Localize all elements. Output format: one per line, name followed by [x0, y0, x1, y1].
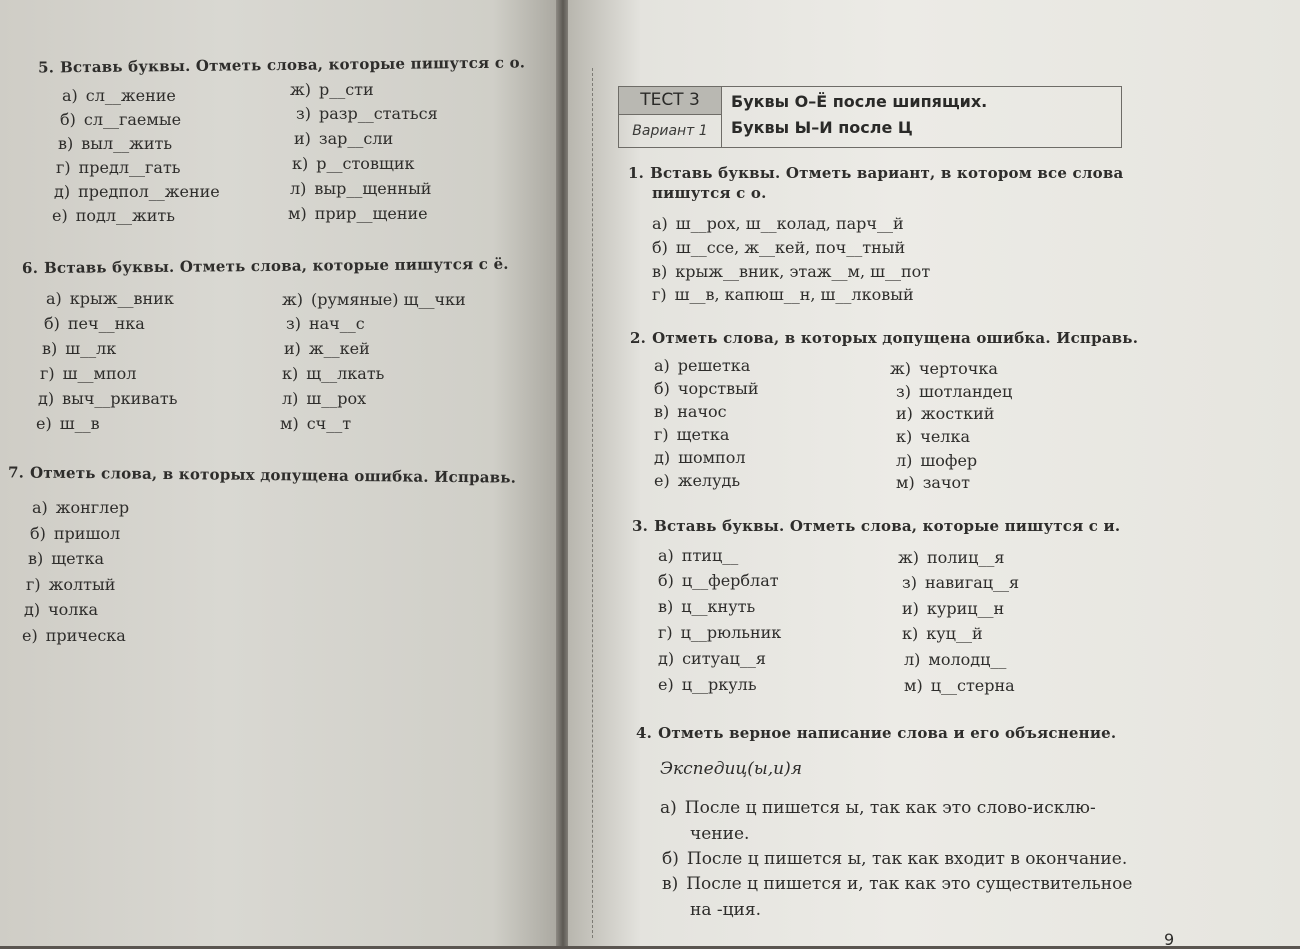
list-item: м) прир__щение [288, 204, 428, 223]
question-4-word: Экспедиц(ы,и)я [660, 759, 802, 779]
question-4-title [636, 724, 1116, 742]
test-title-line-1: Буквы О–Ё после шипящих. [731, 92, 988, 111]
list-item: е) ц__ркуль [658, 675, 757, 694]
list-item: г) ш__в, капюш__н, ш__лковый [652, 285, 914, 304]
test-label: ТЕСТ 3 [619, 87, 721, 114]
list-item: в) начос [654, 402, 727, 421]
list-item: в) щетка [28, 549, 104, 568]
question-text: Отметь слова, в которых допущена ошибка. Исправь. [652, 329, 1139, 347]
list-item: в) выл__жить [58, 134, 173, 153]
page-number: 9 [1164, 930, 1175, 949]
question-number: 6. [21, 258, 39, 278]
list-item: а) сл__жение [62, 86, 176, 105]
list-item: ж) черточка [890, 359, 998, 378]
list-item: з) навигац__я [902, 573, 1020, 592]
list-item: а) ш__рох, ш__колад, парч__й [652, 214, 904, 233]
list-item: г) ц__рюльник [658, 623, 782, 642]
question-6-title [22, 255, 509, 277]
answer-option-a-cont: чение. [690, 824, 750, 844]
test-header [618, 86, 1122, 148]
question-text: Отметь верное написание слова и его объяснение. [658, 724, 1117, 742]
list-item: б) пришол [30, 524, 121, 543]
list-item: ж) полиц__я [898, 548, 1005, 567]
list-item: а) решетка [654, 356, 751, 375]
list-item: д) чолка [24, 600, 99, 619]
question-2-title [630, 329, 1138, 347]
list-item: г) жолтый [26, 575, 116, 594]
list-item: к) куц__й [902, 624, 983, 643]
list-item: е) прическа [22, 626, 126, 645]
list-item: а) крыж__вник [46, 289, 174, 308]
answer-option-b: б) После ц пишется ы, так как входит в окончание. [662, 849, 1128, 869]
list-item: г) ш__мпол [40, 364, 137, 383]
list-item: б) ш__ссе, ж__кей, поч__тный [652, 238, 906, 257]
question-text: Вставь буквы. Отметь слова, которые пишутся с ё. [43, 254, 509, 277]
list-item: к) щ__лкать [282, 364, 385, 383]
list-item: л) молодц__ [904, 650, 1007, 669]
list-item: з) шотландец [896, 382, 1013, 401]
list-item: з) разр__статься [296, 104, 438, 123]
list-item: в) ш__лк [42, 339, 117, 358]
list-item: г) предл__гать [56, 158, 181, 177]
question-1-title [628, 164, 1123, 182]
question-number: 4. [636, 724, 653, 742]
list-item: и) ж__кей [284, 339, 370, 358]
list-item: м) сч__т [280, 414, 352, 433]
list-item: к) челка [896, 427, 970, 446]
left-page [0, 0, 560, 946]
question-number: 2. [630, 329, 647, 347]
list-item: е) желудь [654, 471, 741, 490]
list-item: з) нач__с [286, 314, 365, 333]
test-title-line-2: Буквы Ы–И после Ц [731, 118, 913, 137]
question-5-title [38, 53, 525, 76]
question-number: 7. [7, 463, 25, 482]
list-item: б) сл__гаемые [60, 110, 182, 129]
list-item: л) ш__рох [282, 389, 367, 408]
question-text: Отметь слова, в которых допущена ошибка. Исправь. [29, 463, 517, 487]
list-item: е) ш__в [36, 414, 100, 433]
list-item: ж) р__сти [290, 80, 374, 99]
list-item: а) жонглер [32, 498, 130, 517]
question-number: 1. [628, 164, 645, 182]
question-text: Вставь буквы. Отметь слова, которые пишутся с и. [654, 517, 1121, 535]
answer-option-c-cont: на -ция. [690, 900, 762, 920]
question-3-title [632, 517, 1120, 535]
list-item: д) предпол__жение [54, 182, 220, 201]
list-item: л) выр__щенный [290, 179, 432, 198]
variant-label: Вариант 1 [619, 114, 721, 147]
list-item: к) р__стовщик [292, 154, 415, 173]
list-item: ж) (румяные) щ__чки [282, 290, 466, 309]
question-1-title-cont: пишутся с о. [652, 184, 767, 202]
list-item: и) зар__сли [294, 129, 394, 148]
header-divider [721, 87, 722, 147]
list-item: а) птиц__ [658, 546, 739, 565]
question-number: 5. [37, 58, 55, 77]
question-text: Вставь буквы. Отметь слова, которые пишутся с о. [59, 53, 526, 77]
list-item: б) печ__нка [44, 314, 145, 333]
question-text: Вставь буквы. Отметь вариант, в котором все слова [650, 164, 1124, 182]
list-item: и) жосткий [896, 404, 995, 423]
list-item: в) крыж__вник, этаж__м, ш__пот [652, 262, 931, 281]
list-item: м) зачот [896, 473, 971, 492]
answer-option-a: а) После ц пишется ы, так как это слово-исклю- [660, 798, 1096, 818]
list-item: б) ц__ферблат [658, 571, 779, 590]
list-item: д) шомпол [654, 448, 746, 467]
list-item: в) ц__кнуть [658, 597, 756, 616]
list-item: г) щетка [654, 425, 730, 444]
question-number: 3. [632, 517, 649, 535]
list-item: и) куриц__н [902, 599, 1005, 618]
list-item: л) шофер [896, 451, 978, 470]
list-item: д) выч__ркивать [38, 389, 178, 408]
list-item: м) ц__стерна [904, 676, 1015, 695]
answer-option-c: в) После ц пишется и, так как это существительное [662, 874, 1133, 894]
list-item: е) подл__жить [52, 206, 175, 225]
cut-line [592, 68, 593, 938]
list-item: д) ситуац__я [658, 649, 766, 668]
list-item: б) чорствый [654, 379, 759, 398]
question-7-title [8, 463, 516, 486]
